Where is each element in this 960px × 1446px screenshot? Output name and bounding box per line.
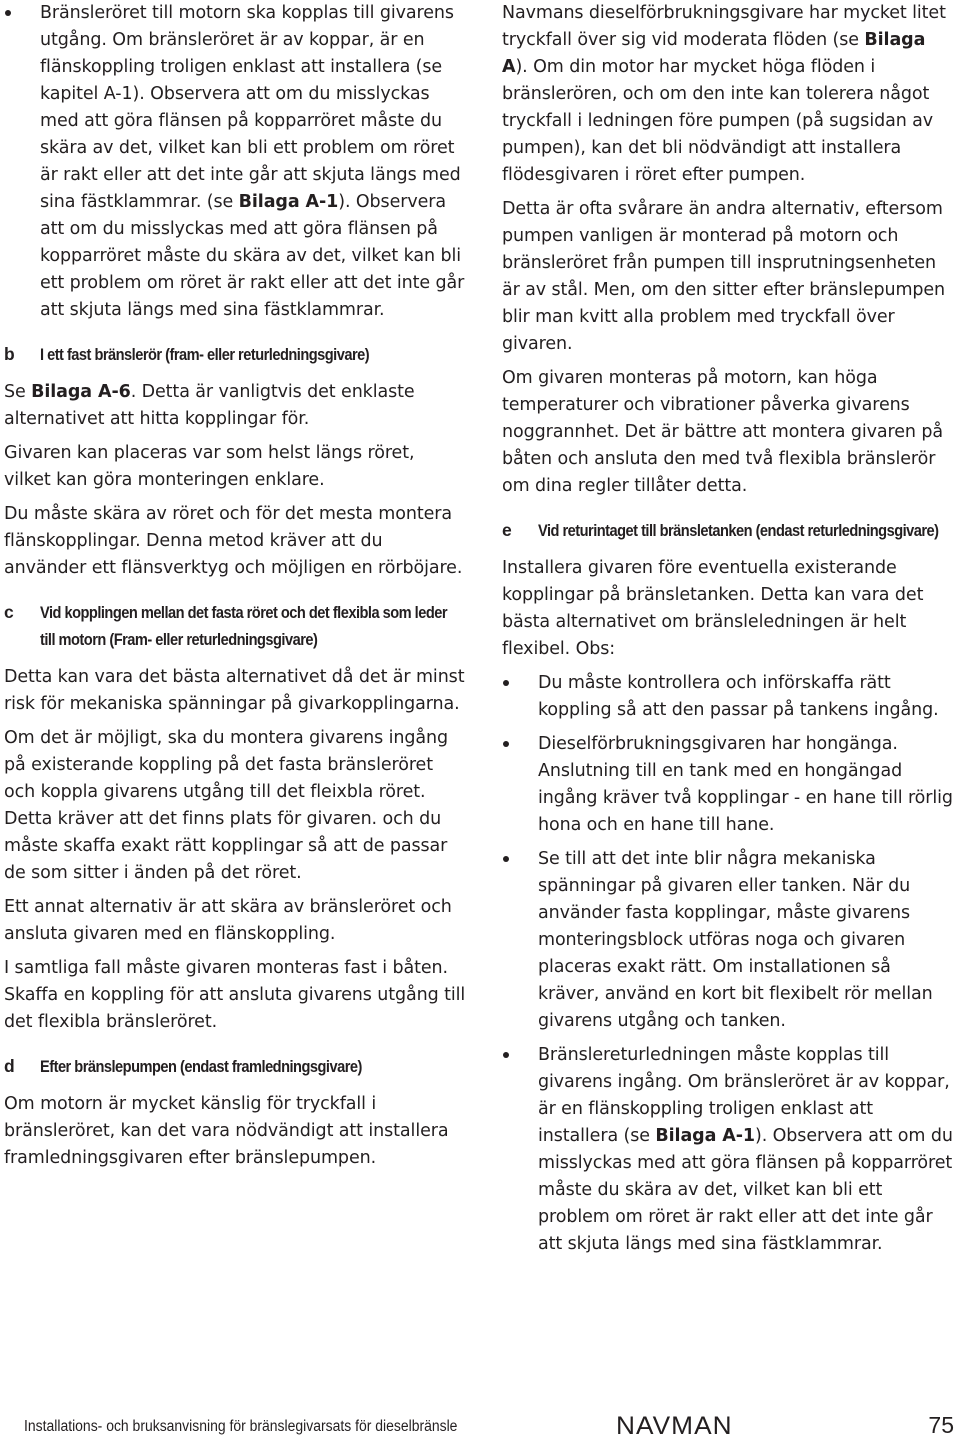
section-heading-b [4,341,466,368]
page-number: 75 [928,1412,954,1438]
list-item [502,846,954,1035]
bullet-icon [503,1052,509,1058]
right-column [502,0,954,1265]
reference: Bilaga A-6 [31,382,131,402]
paragraph [4,379,466,433]
paragraph: Om givaren monteras på motorn, kan höga temperaturer och vibrationer påverka givarens noggrannhet. Det är bättre att montera givaren på båten och ansluta den med två flexibla bränslerör om dina regler tillåter detta. [502,368,943,496]
section-heading-e [502,517,954,544]
text: Se [4,382,32,402]
list-item [502,731,954,839]
paragraph: Givaren kan placeras var som helst längs röret, vilket kan göra monteringen enklare. [4,443,415,490]
text: . Detta är vanligtvis det enklaste alternativet att hitta kopplingar för. [4,382,415,429]
section-letter: b [4,344,15,364]
brand-logo: NAVMAN [616,1412,733,1440]
paragraph: Om motorn är mycket känslig för tryckfall i bränsleröret, kan det vara nödvändigt att installera framledningsgivaren efter bränslepumpen. [4,1094,449,1168]
section-heading-c [4,599,466,653]
page-footer [0,1412,960,1446]
section-title: Efter bränslepumpen (endast framledningsgivare) [40,1057,362,1076]
text: ). Observera att om du misslyckas med att göra flänsen på kopparröret måste du skära av det, vilket kan bli ett problem om röret är rakt eller att det inte går att skjuta längs med sina fästklammrar. [538,1126,953,1254]
text: Bränslereturledningen måste kopplas till givarens ingång. Om bränsleröret är av koppar, är en flänskoppling troligen enklast att installera (se [538,1045,950,1146]
bullet-icon [503,856,509,862]
paragraph: Du måste skära av röret och för det mesta montera flänskopplingar. Denna metod kräver att du använder ett flänsverktyg och möjligen en rörböjare. [4,504,463,578]
section-title: Vid kopplingen mellan det fasta röret och det flexibla som leder till motorn (Fram- eller returledningsgivare) [40,603,448,649]
paragraph: Du måste kontrollera och införskaffa rätt koppling så att den passar på tankens ingång. [538,673,939,720]
list-item [4,0,466,324]
paragraph [40,0,466,324]
paragraph [538,1042,954,1258]
text: ). Observera att om du misslyckas med att göra flänsen på kopparröret måste du skära av det, vilket kan bli ett problem om röret är rakt eller att det inte går att skjuta längs med sina fästklammrar. [40,192,465,320]
paragraph: Detta är ofta svårare än andra alternativ, eftersom pumpen vanligen är monterad på motorn och bränsleröret från pumpen till insprutningsenheten är av stål. Men, om den sitter efter bränslepumpen blir man kvitt alla problem med tryckfall över givaren. [502,199,946,354]
paragraph: Se till att det inte blir några mekaniska spänningar på givaren eller tanken. När du använder fasta kopplingar, måste givarens monteringsblock utföras noga och givaren placeras exakt rätt. Om installationen så kräver, använd en kort bit flexibelt rör mellan givarens utgång och tanken. [538,849,933,1031]
paragraph: Om det är möjligt, ska du montera givarens ingång på existerande koppling på det fasta bränsleröret och koppla givarens utgång till det fleixbla röret. Detta kräver att det finns plats för givaren. och du måste skaffa exakt rätt kopplingar så att de passar de som sitter i änden på det röret. [4,728,449,883]
section-heading-d [4,1053,466,1080]
text: ). Om din motor har mycket höga flöden i bränslerören, och om den inte kan tolerera något tryckfall i ledningen före pumpen (på sugsidan av pumpen), kan det bli nödvändigt att installera flödesgivaren i röret efter pumpen. [502,57,934,185]
section-letter: d [4,1056,15,1076]
bullet-icon [503,741,509,747]
reference: Bilaga A-1 [655,1126,755,1146]
bullet-icon [503,680,509,686]
reference: Bilaga A [502,30,926,77]
bullet-icon [5,10,11,16]
text: Navmans dieselförbrukningsgivare har mycket litet tryckfall över sig vid moderata flöden (se [502,3,946,50]
left-column [4,0,466,1179]
list-item [502,1042,954,1258]
section-letter: c [4,602,14,622]
section-title: I ett fast bränslerör (fram- eller returledningsgivare) [40,345,370,364]
paragraph: Ett annat alternativ är att skära av bränsleröret och ansluta givaren med en flänskoppling. [4,897,452,944]
text: Bränsleröret till motorn ska kopplas till givarens utgång. Om bränsleröret är av koppar, är en flänskoppling troligen enklast att installera (se kapitel A-1). Observera att om du misslyckas med att göra flänsen på kopparröret måste du skära av det, vilket kan bli ett problem om röret är rakt eller att det inte går att skjuta längs med sina fästklammrar. (se [40,3,461,212]
section-title: Vid returintaget till bränsletanken (endast returledningsgivare) [538,521,939,540]
reference: Bilaga A-1 [238,192,339,212]
paragraph: I samtliga fall måste givaren monteras fast i båten. Skaffa en koppling för att ansluta givarens utgång till det flexibla bränsleröret. [4,958,466,1032]
section-letter: e [502,520,512,540]
paragraph: Detta kan vara det bästa alternativet då det är minst risk för mekaniska spänningar på givarkopplingarna. [4,667,465,714]
footer-title: Installations- och bruksanvisning för bränslegivarsats för dieselbränsle [24,1418,458,1435]
paragraph: Installera givaren före eventuella existerande kopplingar på bränsletanken. Detta kan vara det bästa alternativet om bränsleledningen är helt flexibel. Obs: [502,558,924,659]
paragraph: Dieselförbrukningsgivaren har hongänga. Anslutning till en tank med en hongängad ingång kräver två kopplingar - en hane till rörlig hona och en hane till hane. [538,734,953,835]
list-item [502,670,954,724]
paragraph [502,0,954,189]
